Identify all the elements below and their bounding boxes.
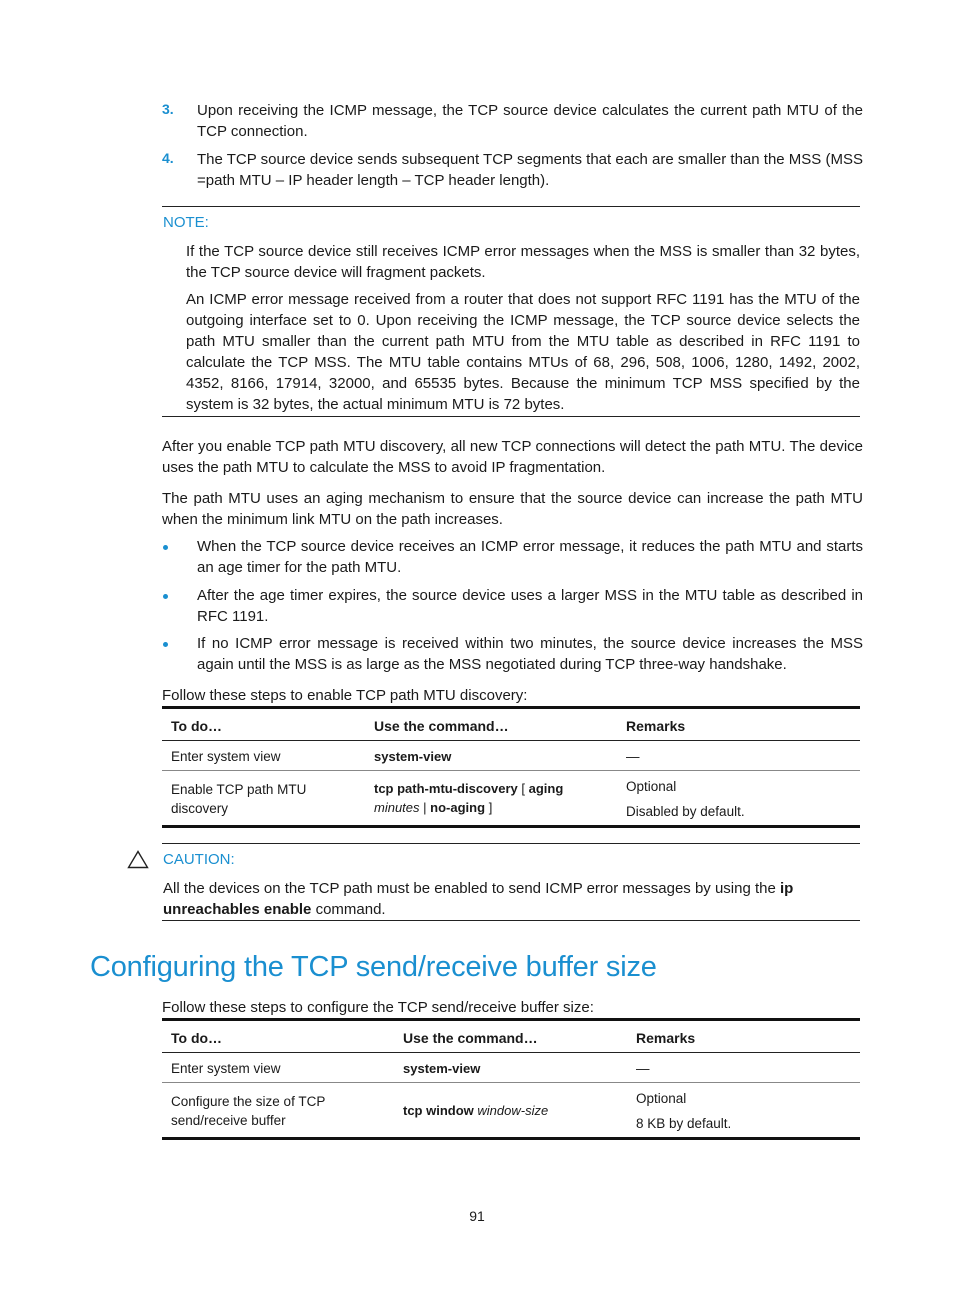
bullet-dot — [163, 594, 168, 599]
step-number: 3. — [162, 101, 174, 117]
table-cell-todo: discovery — [171, 801, 229, 816]
table-header-rule — [162, 1052, 860, 1053]
bullet-text: When the TCP source device receives an ICMP error message, it reduces the path MTU and starts an age timer for the path MTU. — [197, 538, 863, 576]
table-header-todo: To do… — [171, 1030, 223, 1046]
table-cell-command — [374, 800, 492, 815]
note-top-rule — [162, 206, 860, 207]
command-keyword: aging — [528, 781, 564, 796]
caution-top-rule — [162, 843, 860, 844]
command-keyword: no-aging — [430, 800, 486, 815]
command-keyword: tcp path-mtu-discovery — [374, 781, 518, 796]
table-cell-remarks: Optional — [626, 779, 677, 794]
table-header-command: Use the command… — [403, 1030, 538, 1046]
body-paragraph: After you enable TCP path MTU discovery, all new TCP connections will detect the path MTU. The device uses the path MTU to calculate the MSS to avoid IP fragmentation. — [162, 438, 863, 476]
table-bottom-rule — [162, 1137, 860, 1140]
table-cell-command: system-view — [403, 1061, 481, 1076]
table-header-remarks: Remarks — [626, 718, 686, 734]
table-cell-remarks: — — [626, 749, 640, 764]
table-cell-todo: Enable TCP path MTU — [171, 782, 307, 797]
command-argument: window-size — [477, 1103, 549, 1118]
caution-text-part: command. — [311, 901, 386, 918]
table-cell-remarks: Disabled by default. — [626, 804, 745, 819]
body-paragraph: The path MTU uses an aging mechanism to ensure that the source device can increase the path MTU when the minimum link MTU on the path increases. — [162, 490, 863, 528]
caution-triangle-icon — [127, 850, 149, 869]
table-cell-todo: Configure the size of TCP — [171, 1094, 326, 1109]
table-cell-todo: Enter system view — [171, 1061, 281, 1076]
table-header-remarks: Remarks — [636, 1030, 696, 1046]
bullet-text: After the age timer expires, the source device uses a larger MSS in the MTU table as described in RFC 1191. — [197, 587, 863, 625]
table-cell-command: system-view — [374, 749, 452, 764]
caution-command: ip — [780, 880, 794, 897]
table-cell-remarks: 8 KB by default. — [636, 1116, 732, 1131]
note-bottom-rule — [162, 416, 860, 417]
table-header-command: Use the command… — [374, 718, 509, 734]
table-cell-remarks: — — [636, 1061, 650, 1076]
caution-text — [163, 878, 823, 920]
table-bottom-rule — [162, 825, 860, 828]
table-top-rule — [162, 706, 860, 709]
caution-label: CAUTION: — [163, 851, 235, 868]
step-text: Upon receiving the ICMP message, the TCP source device calculates the current path MTU of the TCP connection. — [197, 102, 863, 140]
note-paragraph: An ICMP error message received from a router that does not support RFC 1191 has the MTU of the outgoing interface set to 0. Upon receiving the ICMP message, the TCP source device selects the path MTU smaller than the current path MTU from the MTU table as described in RFC 1191 to calculate the TCP MSS. The MTU table contains MTUs of 68, 296, 508, 1006, 1280, 1492, 2002, 4352, 8166, 17914, 32000, and 65535 bytes. Because the minimum TCP MSS specified by the system is 32 bytes, the actual minimum MTU is 72 bytes. — [186, 291, 860, 413]
table-cell-todo: send/receive buffer — [171, 1113, 286, 1128]
table-header-rule — [162, 740, 860, 741]
command-separator: | — [423, 800, 427, 815]
caution-command: unreachables enable — [163, 901, 312, 918]
table-intro: Follow these steps to enable TCP path MTU discovery: — [162, 687, 528, 704]
note-paragraph: If the TCP source device still receives ICMP error messages when the MSS is smaller than 32 bytes, the TCP source device will fragment packets. — [186, 243, 860, 281]
table-row-rule — [162, 770, 860, 771]
command-bracket: ] — [488, 800, 493, 815]
table-header-todo: To do… — [171, 718, 223, 734]
table-intro: Follow these steps to configure the TCP send/receive buffer size: — [162, 999, 594, 1016]
table-cell-command — [403, 1103, 548, 1118]
bullet-dot — [163, 642, 168, 647]
command-argument: minutes — [374, 800, 420, 815]
command-bracket: [ — [521, 781, 525, 796]
bullet-text: If no ICMP error message is received within two minutes, the source device increases the MSS again until the MSS is as large as the MSS negotiated during TCP three-way handshake. — [197, 635, 863, 673]
caution-text-part: All the devices on the TCP path must be enabled to send ICMP error messages by using the — [163, 880, 781, 897]
table-row-rule — [162, 1082, 860, 1083]
step-number: 4. — [162, 150, 174, 166]
section-heading: Configuring the TCP send/receive buffer size — [90, 951, 657, 983]
command-keyword: tcp window — [403, 1103, 474, 1118]
table-cell-command — [374, 781, 563, 796]
note-label: NOTE: — [163, 214, 209, 231]
table-cell-todo: Enter system view — [171, 749, 281, 764]
table-cell-remarks: Optional — [636, 1091, 687, 1106]
bullet-dot — [163, 545, 168, 550]
page-number: 91 — [469, 1208, 485, 1224]
step-text: The TCP source device sends subsequent TCP segments that each are smaller than the MSS (MSS =path MTU – IP header length – TCP header length). — [197, 151, 863, 189]
table-top-rule — [162, 1018, 860, 1021]
caution-bottom-rule — [162, 920, 860, 921]
